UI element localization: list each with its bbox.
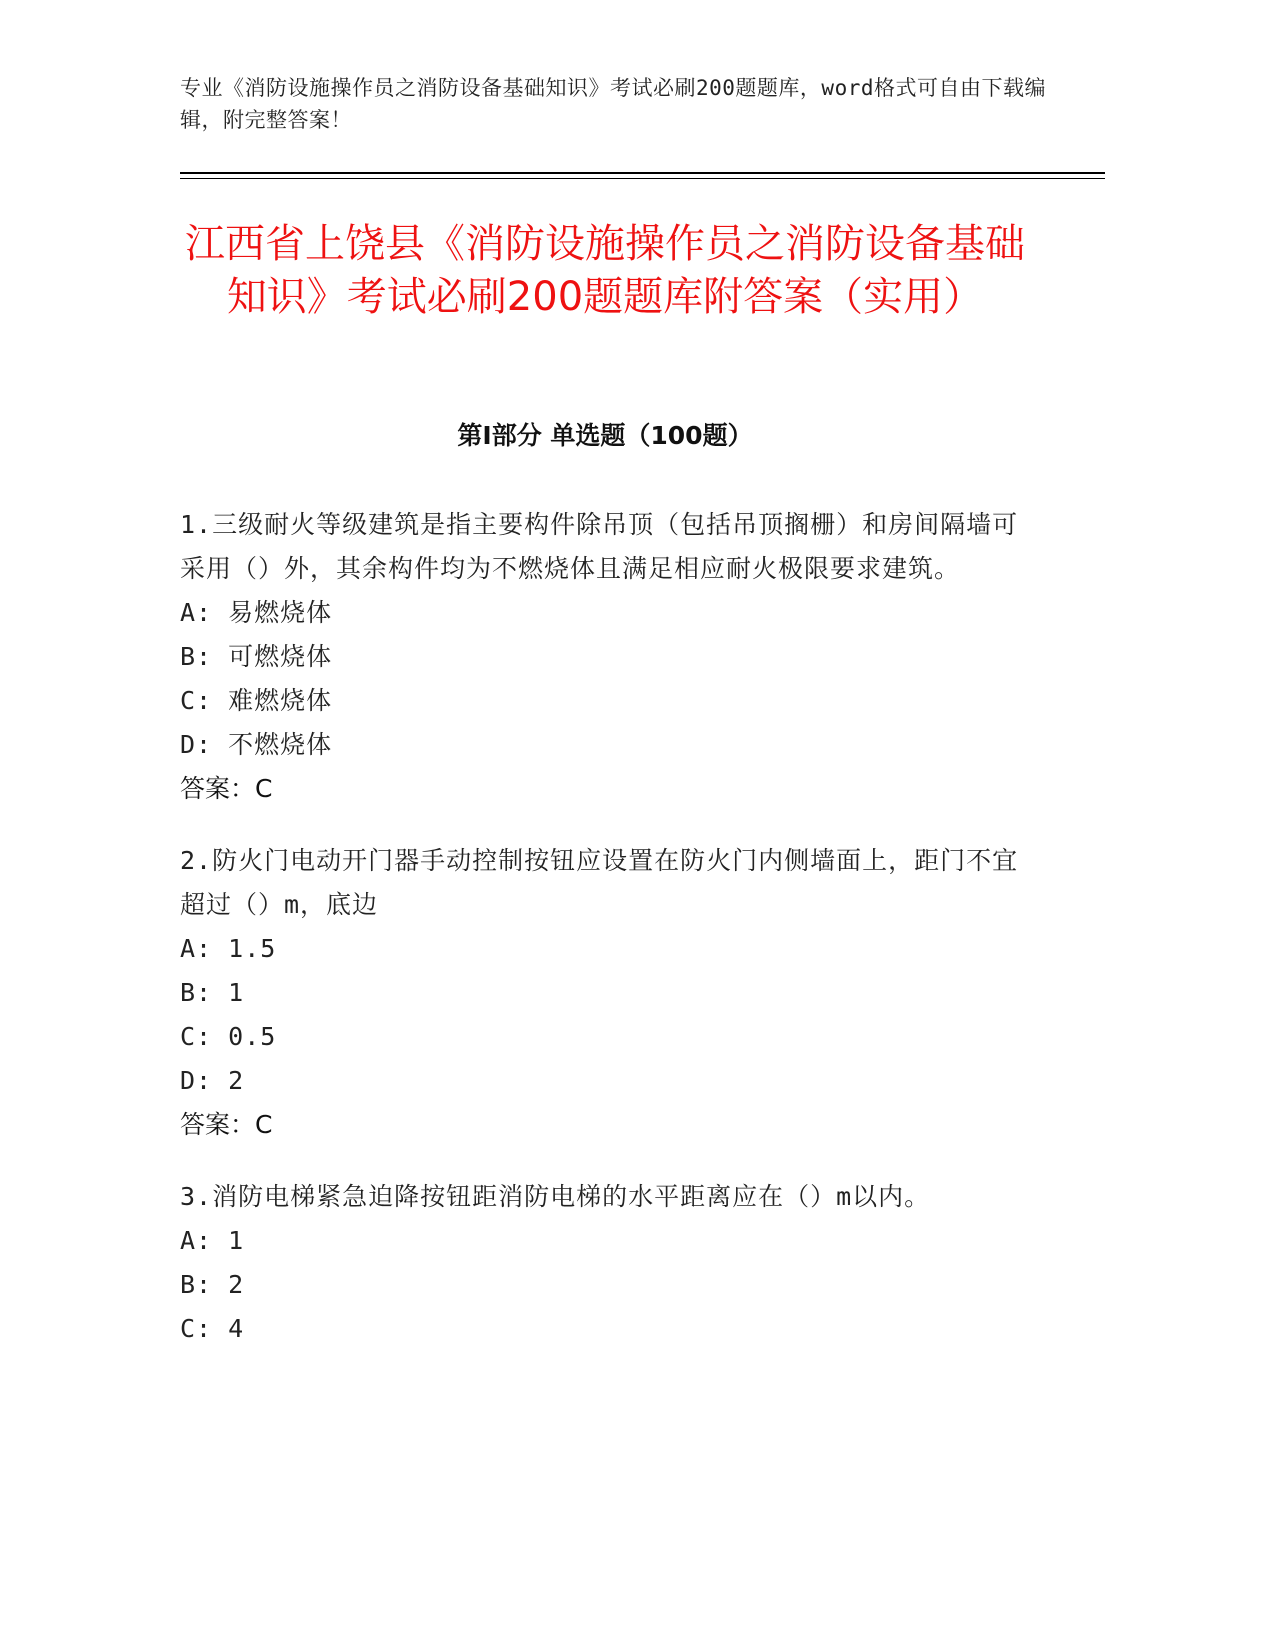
option-b: B: 2	[180, 1270, 245, 1299]
question-stem: 3.消防电梯紧急迫降按钮距消防电梯的水平距离应在（）m以内。	[180, 1182, 931, 1211]
option-c: C: 4	[180, 1314, 245, 1343]
question-1	[180, 503, 1025, 811]
option-a: A: 1.5	[180, 934, 277, 963]
option-c: C: 0.5	[180, 1022, 277, 1051]
question-list	[180, 503, 1025, 1379]
document-title: 江西省上饶县《消防设施操作员之消防设备基础知识》考试必刷200题题库附答案（实用）	[185, 221, 1025, 320]
question-3	[180, 1175, 1025, 1351]
option-a: A: 1	[180, 1226, 245, 1255]
answer-line: 答案：C	[180, 774, 273, 803]
question-stem: 2.防火门电动开门器手动控制按钮应设置在防火门内侧墙面上，距门不宜超过（）m，底边	[180, 846, 1019, 919]
header-note: 专业《消防设施操作员之消防设备基础知识》考试必刷200题题库，word格式可自由下载编辑，附完整答案！	[180, 76, 1046, 132]
question-stem: 1.三级耐火等级建筑是指主要构件除吊顶（包括吊顶搁栅）和房间隔墙可采用（）外，其余构件均为不燃烧体且满足相应耐火极限要求建筑。	[180, 510, 1019, 583]
answer-line: 答案：C	[180, 1110, 273, 1139]
option-d: D: 2	[180, 1066, 245, 1095]
option-c: C: 难燃烧体	[180, 686, 333, 715]
header-divider-thick	[180, 172, 1105, 174]
question-2	[180, 839, 1025, 1147]
option-b: B: 可燃烧体	[180, 642, 333, 671]
option-b: B: 1	[180, 978, 245, 1007]
section-title: 第I部分 单选题（100题）	[457, 421, 753, 450]
option-d: D: 不燃烧体	[180, 730, 333, 759]
option-a: A: 易燃烧体	[180, 598, 333, 627]
header-divider-thin	[180, 178, 1105, 179]
